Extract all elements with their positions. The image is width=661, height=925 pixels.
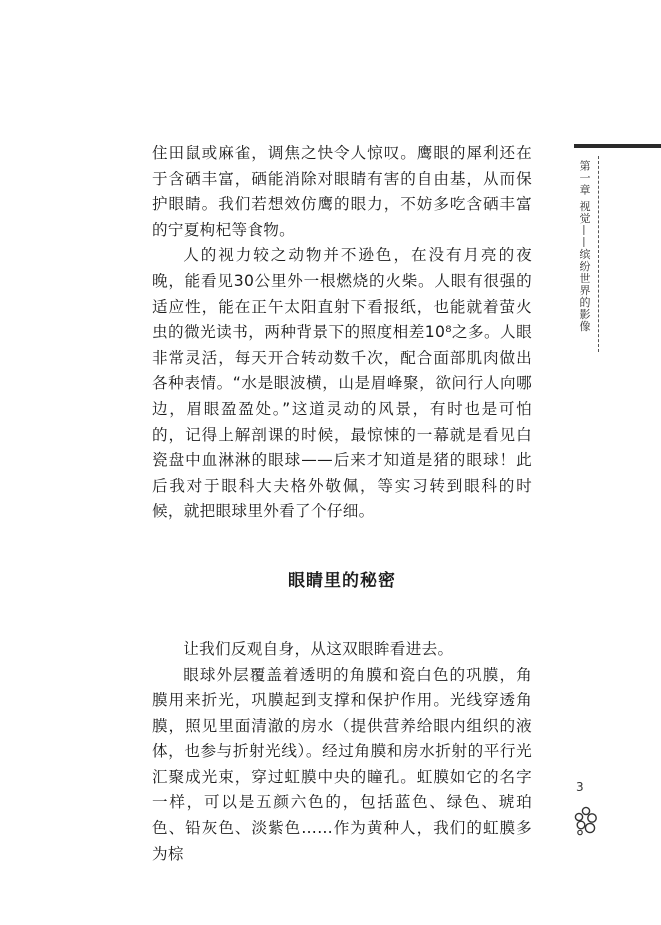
section-title: 眼睛里的秘密 [288,570,396,591]
chapter-rule [574,144,661,148]
paragraph-3: 让我们反观自身，从这双眼眸看进去。 [183,639,454,658]
paragraph-1: 住田鼠或麻雀，调焦之快令人惊叹。鹰眼的犀利还在于含硒丰富，硒能消除对眼睛有害的自由基，从而保护眼睛。我们若想效仿鹰的眼力，不妨多吃含硒丰富的宁夏枸杞等食物。 [152,144,532,239]
paragraph-4: 眼球外层覆盖着透明的角膜和瓷白色的巩膜，角膜用来折光，巩膜起到支撑和保护作用。光线穿透角膜，照见里面清澈的房水（提供营养给眼内组织的液体，也参与折射光线）。经过角膜和房水折射的平行光汇聚成光束，穿过虹膜中央的瞳孔。虹膜如它的名字一样，可以是五颜六色的，包括蓝色、绿色、琥珀色、铅灰色、淡紫色……作为黄种人，我们的虹膜多为棕 [152,665,532,863]
body-text [152,141,532,867]
chapter-running-header: 第一章 视觉——缤纷世界的影像 [578,160,591,333]
paragraph-2: 人的视力较之动物并不逊色，在没有月亮的夜晚，能看见30公里外一根燃烧的火柴。人眼有很强的适应性，能在正午太阳直射下看报纸，也能就着萤火虫的微光读书，两种背景下的照度相差10⁸之多。人眼非常灵活，每天开合转动数千次，配合面部肌肉做出各种表情。“水是眼波横，山是眉峰聚，欲问行人向哪边，眉眼盈盈处。”这道灵动的风景，有时也是可怕的，记得上解剖课的时候，最惊悚的一幕就是看见白瓷盘中血淋淋的眼球——后来才知道是猪的眼球！此后我对于眼科大夫格外敬佩，等实习转到眼科的时候，就把眼球里外看了个仔细。 [152,246,532,521]
page-number: 3 [576,780,584,794]
circles-ornament-icon [573,806,599,836]
